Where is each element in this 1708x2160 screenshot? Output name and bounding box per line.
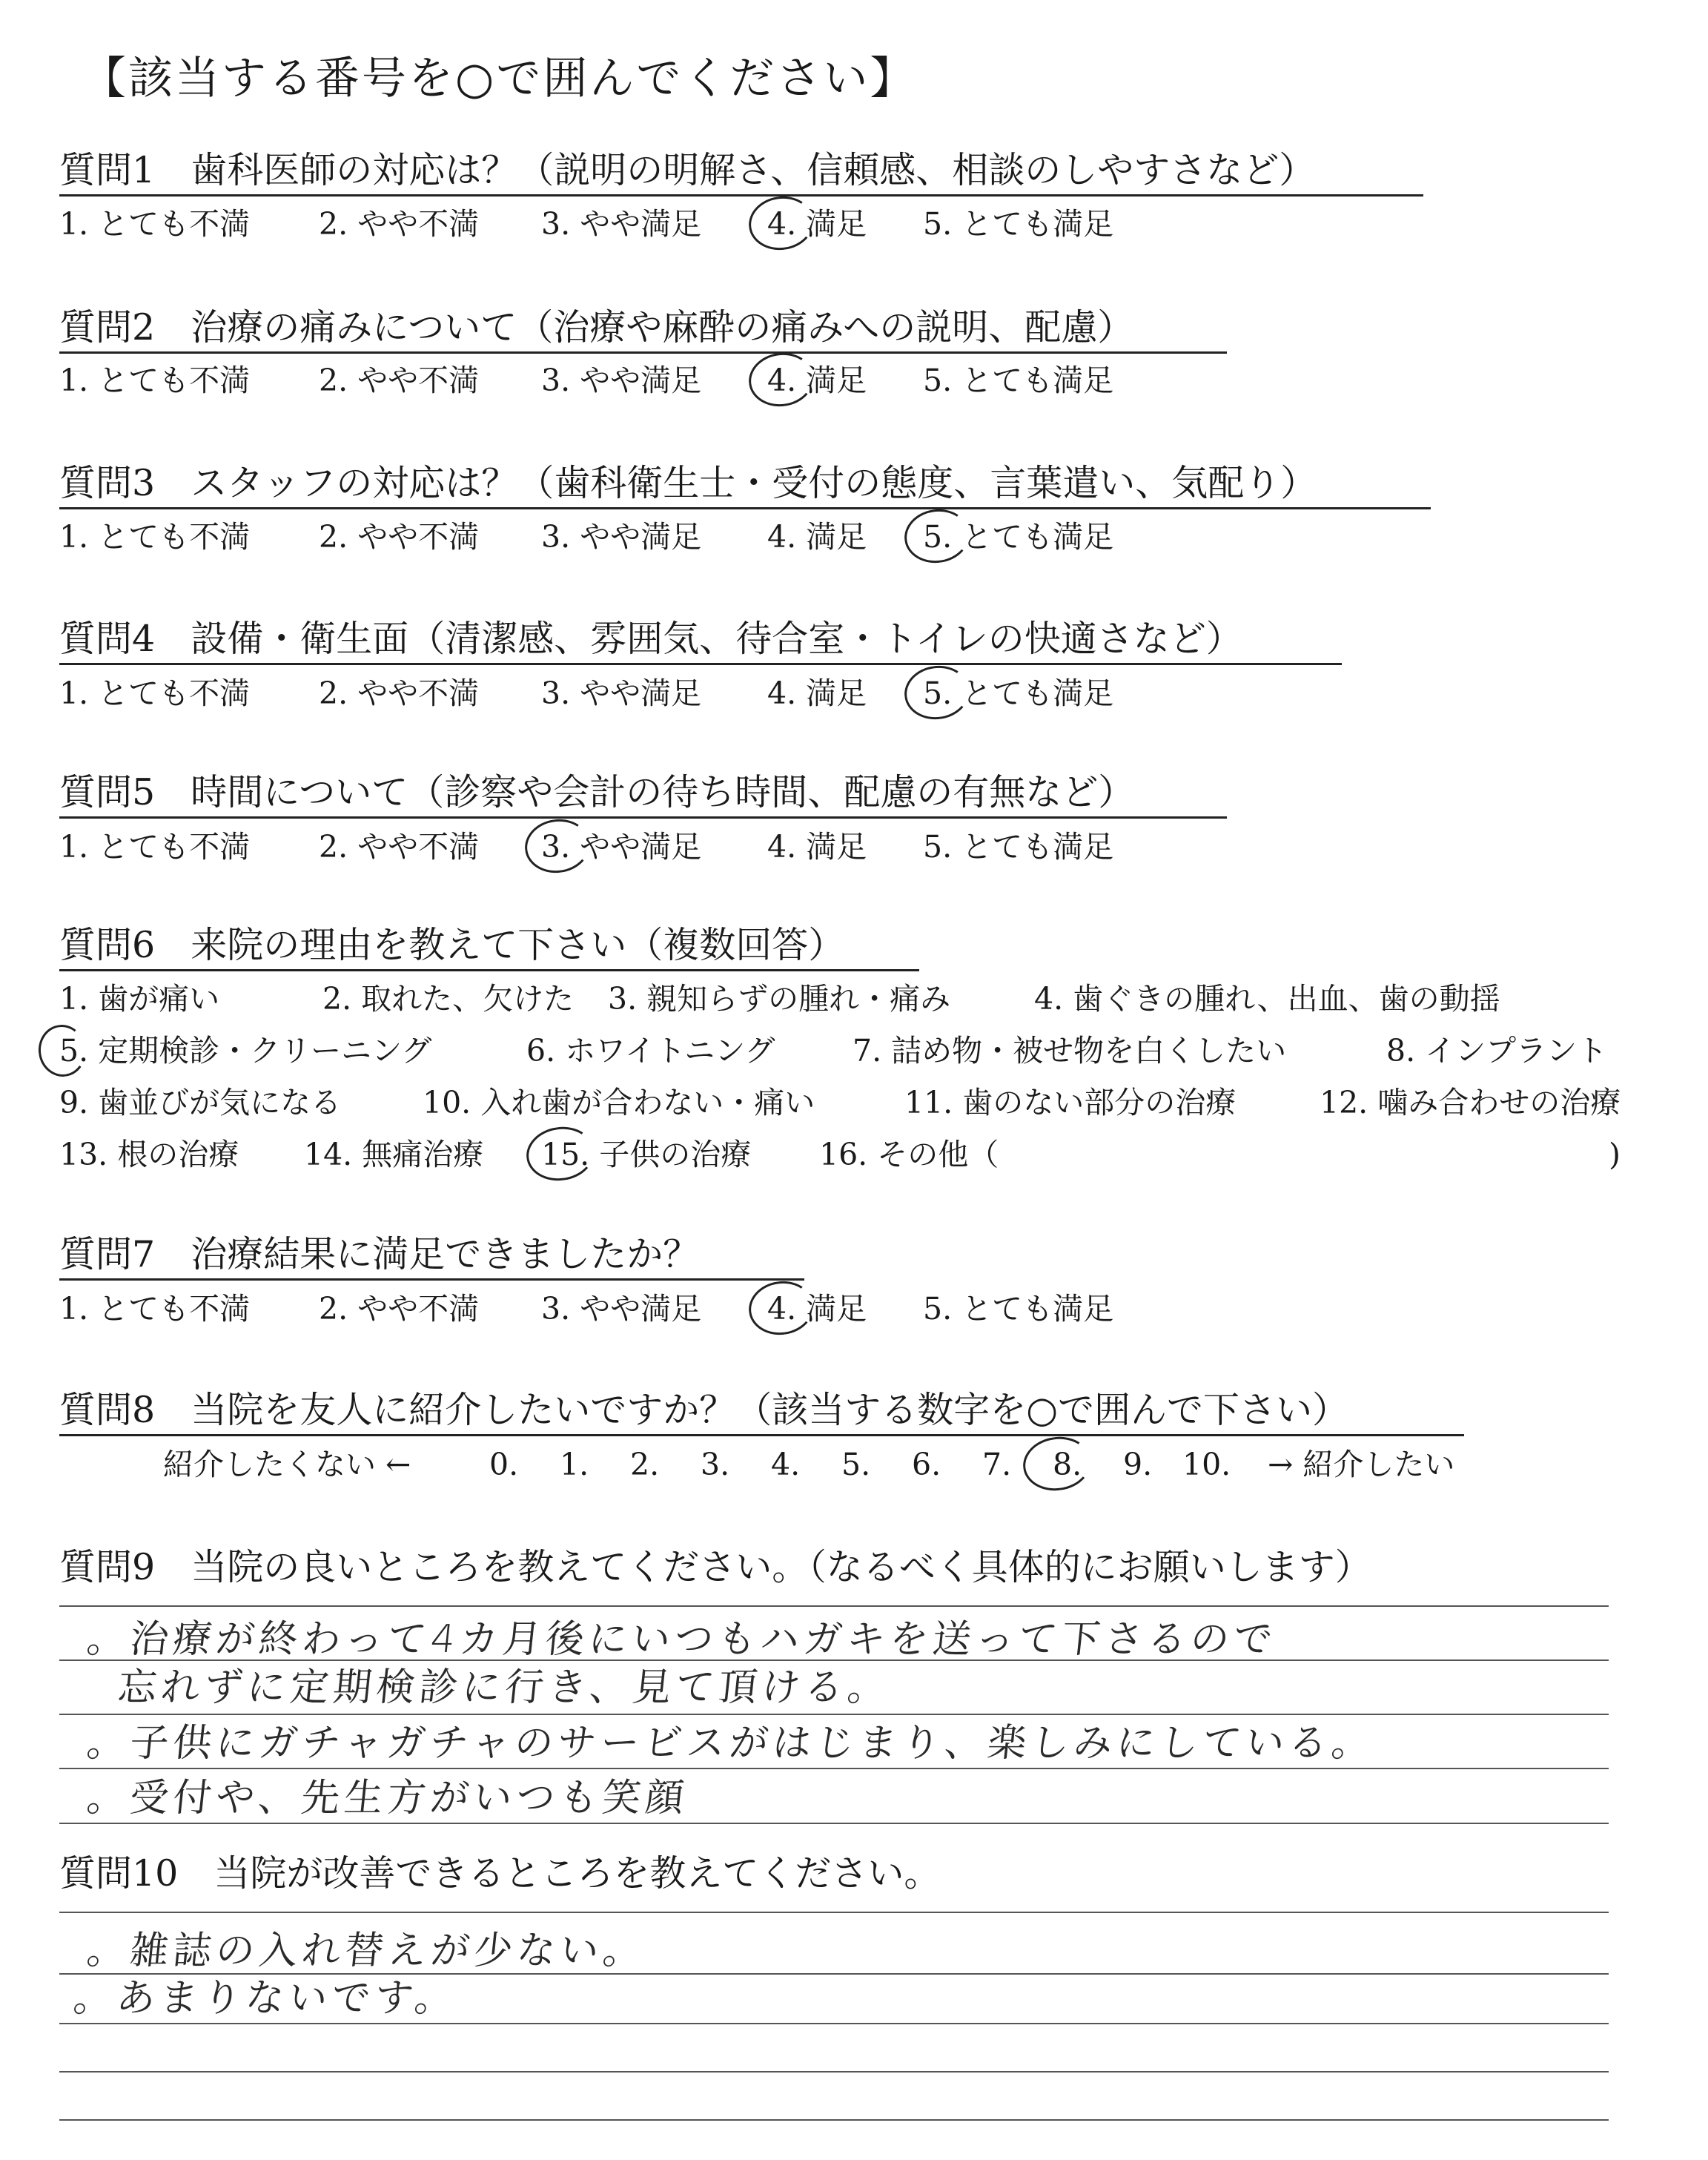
q6-option-13[interactable]: 13. 根の治療 (59, 1137, 239, 1172)
question-4-text: 設備・衛生面（清潔感、雰囲気、待合室・トイレの快適さなど） (191, 618, 1242, 660)
question-9-number: 質問9 (59, 1546, 156, 1588)
q4-option-3[interactable]: 3. やや満足 (541, 676, 702, 711)
q10-handwritten-answer-1: 。雑誌の入れ替えが少ない。 (85, 1929, 649, 1973)
question-4-heading (59, 615, 1342, 665)
q10-answer-line-3 (59, 2023, 1609, 2024)
q1-option-3[interactable]: 3. やや満足 (541, 206, 702, 242)
q7-option-2[interactable]: 2. やや不満 (319, 1291, 480, 1327)
q6-option-5[interactable]: 5. 定期検診・クリーニング (59, 1033, 432, 1069)
question-1-heading (59, 147, 1423, 196)
q4-option-1[interactable]: 1. とても不満 (59, 676, 251, 711)
q6-option-10[interactable]: 10. 入れ歯が合わない・痛い (423, 1085, 815, 1120)
q8-option-10[interactable]: 10. (1182, 1447, 1231, 1482)
q1-option-1[interactable]: 1. とても不満 (59, 206, 251, 242)
q6-option-3[interactable]: 3. 親知らずの腫れ・痛み (608, 981, 951, 1017)
q8-option-7[interactable]: 7. (982, 1447, 1012, 1482)
question-9-heading (59, 1544, 1371, 1591)
q2-option-4[interactable]: 4. 満足 (767, 363, 867, 398)
q5-option-1[interactable]: 1. とても不満 (59, 829, 251, 865)
q3-option-3[interactable]: 3. やや満足 (541, 519, 702, 555)
q6-other-close-paren: ) (1609, 1137, 1621, 1172)
question-8-text: 当院を友人に紹介したいですか？（該当する数字を○で囲んで下さい） (191, 1389, 1348, 1431)
question-10-text: 当院が改善できるところを教えてください。 (214, 1852, 941, 1895)
q10-handwritten-answer-2: 。あまりないです。 (71, 1976, 460, 2021)
q6-option-8[interactable]: 8. インプラント (1386, 1033, 1608, 1069)
q1-option-5[interactable]: 5. とても満足 (923, 206, 1114, 242)
question-6-heading (59, 922, 919, 971)
q6-option-14[interactable]: 14. 無痛治療 (304, 1137, 484, 1172)
q9-handwritten-answer-3: 。子供にガチャガチャのサービスがはじまり、楽しみにしている。 (85, 1721, 1377, 1766)
q3-option-4[interactable]: 4. 満足 (767, 519, 867, 555)
q4-option-5[interactable]: 5. とても満足 (923, 676, 1114, 711)
q8-option-6[interactable]: 6. (912, 1447, 941, 1482)
q8-option-2[interactable]: 2. (630, 1447, 660, 1482)
q6-option-12[interactable]: 12. 噛み合わせの治療 (1320, 1085, 1621, 1120)
q8-option-0[interactable]: 0. (489, 1447, 519, 1482)
q8-option-3[interactable]: 3. (701, 1447, 730, 1482)
q3-option-1[interactable]: 1. とても不満 (59, 519, 251, 555)
q7-option-1[interactable]: 1. とても不満 (59, 1291, 251, 1327)
question-5-text: 時間について（診察や会計の待ち時間、配慮の有無など） (191, 771, 1135, 813)
q6-option-2[interactable]: 2. 取れた、欠けた (322, 981, 575, 1017)
question-2-number: 質問2 (59, 306, 156, 349)
q9-handwritten-answer-2: 忘れずに定期検診に行き、見て頂ける。 (116, 1665, 893, 1710)
q7-option-4[interactable]: 4. 満足 (767, 1291, 867, 1327)
q3-option-2[interactable]: 2. やや不満 (319, 519, 480, 555)
question-4-number: 質問4 (59, 618, 156, 660)
q6-option-1[interactable]: 1. 歯が痛い (59, 981, 220, 1017)
q9-handwritten-answer-1: 。治療が終わって4カ月後にいつもハガキを送って下さるので (85, 1617, 1280, 1662)
q7-option-5[interactable]: 5. とても満足 (923, 1291, 1114, 1327)
q2-option-3[interactable]: 3. やや満足 (541, 363, 702, 398)
question-7-text: 治療結果に満足できましたか？ (191, 1233, 700, 1275)
q8-option-9[interactable]: 9. (1123, 1447, 1153, 1482)
q9-answer-line-5 (59, 1823, 1609, 1824)
q9-handwritten-answer-4: 。受付や、先生方がいつも笑顔 (85, 1776, 691, 1820)
q6-option-11[interactable]: 11. 歯のない部分の治療 (904, 1085, 1237, 1120)
q4-option-4[interactable]: 4. 満足 (767, 676, 867, 711)
q1-option-4[interactable]: 4. 満足 (767, 206, 867, 242)
question-10-number: 質問10 (59, 1852, 179, 1895)
question-2-text: 治療の痛みについて（治療や麻酔の痛みへの説明、配慮） (191, 306, 1134, 349)
q4-option-2[interactable]: 2. やや不満 (319, 676, 480, 711)
q8-option-8[interactable]: 8. (1053, 1447, 1082, 1482)
question-6-text: 来院の理由を教えて下さい（複数回答） (191, 924, 845, 966)
q6-option-7[interactable]: 7. 詰め物・被せ物を白くしたい (853, 1033, 1287, 1069)
q8-option-4[interactable]: 4. (771, 1447, 801, 1482)
q10-answer-line-5 (59, 2119, 1609, 2121)
q2-option-2[interactable]: 2. やや不満 (319, 363, 480, 398)
q10-answer-line-4 (59, 2071, 1609, 2073)
instruction-title: 【該当する番号を○で囲んでください】 (82, 53, 917, 105)
q8-left-label: 紹介したくない ← (163, 1447, 411, 1482)
q6-option-9[interactable]: 9. 歯並びが気になる (59, 1085, 342, 1120)
question-5-number: 質問5 (59, 771, 156, 813)
question-9-text: 当院の良いところを教えてください。（なるべく具体的にお願いします） (191, 1546, 1371, 1588)
question-3-text: スタッフの対応は？（歯科衛生士・受付の態度、言葉遣い、気配り） (191, 462, 1317, 504)
q2-option-5[interactable]: 5. とても満足 (923, 363, 1114, 398)
q2-option-1[interactable]: 1. とても不満 (59, 363, 251, 398)
q8-option-5[interactable]: 5. (841, 1447, 871, 1482)
question-1-number: 質問1 (59, 149, 156, 191)
q6-option-16[interactable]: 16. その他（ (819, 1137, 999, 1172)
question-3-number: 質問3 (59, 462, 156, 504)
q8-option-1[interactable]: 1. (560, 1447, 589, 1482)
question-2-heading (59, 304, 1227, 354)
q3-option-5[interactable]: 5. とても満足 (923, 519, 1114, 555)
q5-option-3[interactable]: 3. やや満足 (541, 829, 702, 865)
q5-option-2[interactable]: 2. やや不満 (319, 829, 480, 865)
question-1-text: 歯科医師の対応は？（説明の明解さ、信頼感、相談のしやすさなど） (191, 149, 1316, 191)
q8-right-label: → 紹介したい (1268, 1447, 1455, 1482)
question-10-heading (59, 1850, 940, 1898)
question-5-heading (59, 769, 1227, 819)
question-7-number: 質問7 (59, 1233, 156, 1275)
q5-option-5[interactable]: 5. とても満足 (923, 829, 1114, 865)
q6-option-4[interactable]: 4. 歯ぐきの腫れ、出血、歯の動揺 (1034, 981, 1500, 1017)
q1-option-2[interactable]: 2. やや不満 (319, 206, 480, 242)
q10-answer-line-1 (59, 1912, 1609, 1913)
question-3-heading (59, 460, 1431, 509)
q6-option-6[interactable]: 6. ホワイトニング (526, 1033, 775, 1069)
question-6-number: 質問6 (59, 924, 156, 966)
question-8-heading (59, 1387, 1464, 1436)
q6-option-15[interactable]: 15. 子供の治療 (541, 1137, 752, 1172)
question-7-heading (59, 1231, 804, 1281)
question-8-number: 質問8 (59, 1389, 156, 1431)
q9-answer-line-1 (59, 1605, 1609, 1607)
q7-option-3[interactable]: 3. やや満足 (541, 1291, 702, 1327)
q5-option-4[interactable]: 4. 満足 (767, 829, 867, 865)
